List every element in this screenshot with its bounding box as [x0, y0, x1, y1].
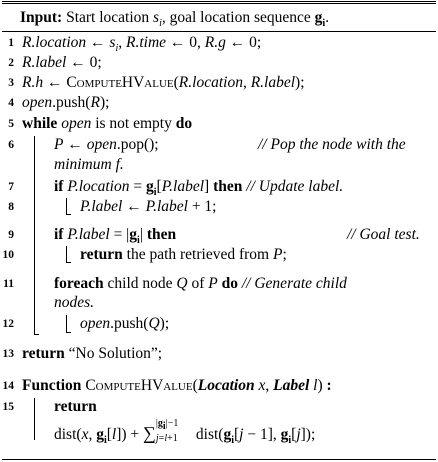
- line-number: 5: [8, 118, 14, 130]
- input-text-a: Start location: [62, 9, 154, 26]
- input-end: .: [325, 9, 330, 26]
- line-2: R.label ← 0;: [22, 54, 102, 71]
- line-9-comment: // Goal test.: [347, 226, 420, 243]
- top-rule-2: [2, 3, 436, 4]
- line-11: foreach child node Q of P do // Generate child: [54, 275, 347, 292]
- start-var: $s_i$: [153, 9, 162, 30]
- line-6-comment-cont: minimum f.: [54, 156, 124, 173]
- if-block-hook: [66, 214, 71, 215]
- line-11-comment-cont: nodes.: [54, 294, 95, 311]
- line-1: R.location ← $s_i$, R.time ← 0, R.g ← 0;: [22, 34, 262, 55]
- while-block-hook: [34, 334, 39, 335]
- input-label: Input:: [20, 9, 63, 26]
- line-7: if P.location = $g_i[P.label]$ then // Update label.: [54, 178, 344, 199]
- line-number: 15: [2, 401, 14, 413]
- line-number: 1: [8, 37, 14, 49]
- line-number: 3: [8, 77, 14, 89]
- line-4: open.push(R);: [22, 94, 110, 111]
- line-number: 7: [8, 181, 14, 193]
- line-number: 6: [8, 139, 14, 151]
- top-rule: [2, 1, 436, 2]
- line-number: 9: [8, 229, 14, 241]
- function-block-bar: [34, 398, 35, 440]
- line-number: 4: [8, 97, 14, 109]
- line-number: 10: [2, 249, 14, 261]
- line-14: Function ComputeHValue(Location x, Label l) :: [22, 377, 332, 394]
- foreach-block-hook: [66, 332, 71, 333]
- if-block-bar: [66, 198, 67, 214]
- heuristic-formula: dist(x, $g_i[l]$) + ∑ $|g_i|-1$ j=l+1 $dist(g_i[j - 1]$, $g_i[j]$);: [54, 418, 316, 447]
- line-number: 14: [2, 380, 14, 392]
- line-15: return: [54, 398, 97, 415]
- goal-seq-var: $g_i$: [314, 9, 326, 30]
- bottom-rule: [2, 459, 436, 460]
- if2-block-hook: [66, 262, 71, 263]
- line-number: 12: [2, 318, 14, 330]
- line-number: 13: [2, 348, 14, 360]
- input-text-b: , goal location sequence: [161, 9, 315, 26]
- foreach-block-bar: [66, 315, 67, 332]
- line-8: P.label ← P.label + 1;: [80, 198, 217, 215]
- input-rule: [2, 31, 436, 32]
- line-6: P ← open.pop();: [54, 136, 159, 153]
- line-number: 11: [3, 278, 14, 290]
- line-3: R.h ← ComputeHValue(R.location, R.label);: [22, 74, 305, 91]
- while-block-bar: [34, 136, 35, 334]
- line-10: return the path retrieved from P;: [80, 246, 287, 263]
- if2-block-bar: [66, 246, 67, 262]
- line-number: 8: [8, 201, 14, 213]
- line-9: if P.label = $|g_i|$ then: [54, 226, 177, 247]
- line-13: return “No Solution”;: [22, 345, 163, 362]
- line-6-comment: // Pop the node with the: [258, 136, 406, 153]
- line-12: open.push(Q);: [80, 315, 170, 332]
- input-line: [20, 8, 329, 28]
- line-5: while open is not empty do: [22, 115, 193, 132]
- line-number: 2: [8, 57, 14, 69]
